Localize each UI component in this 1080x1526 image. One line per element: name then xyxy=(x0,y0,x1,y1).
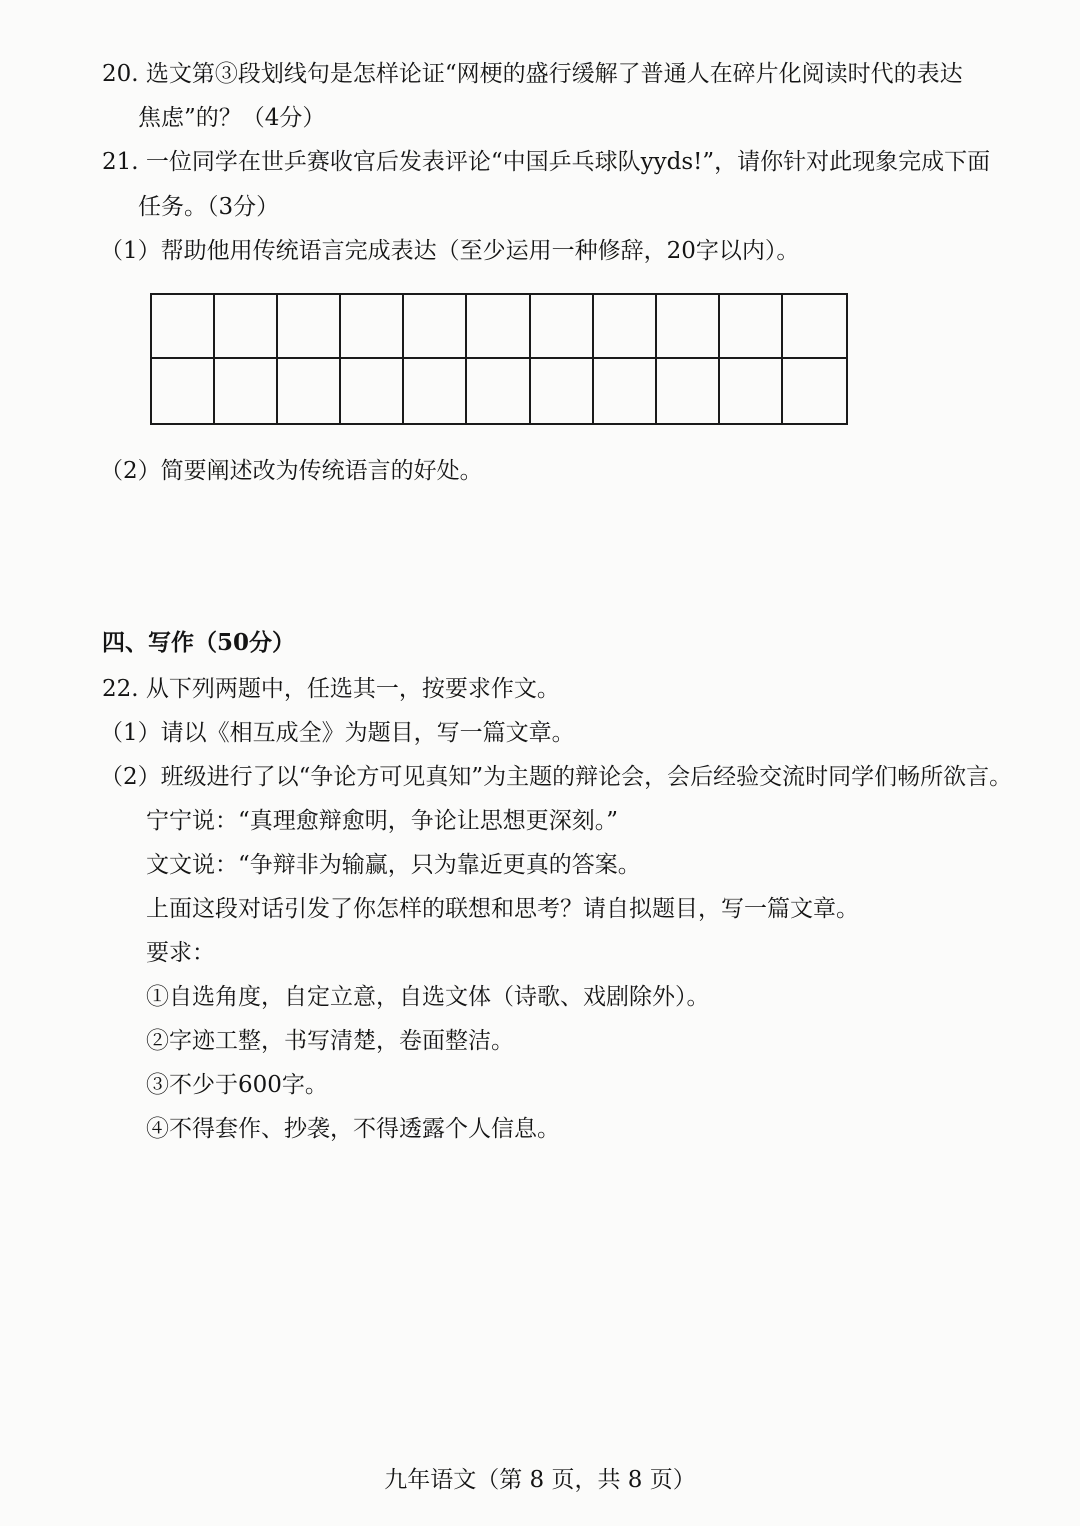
q22-requirement-1: ①自选角度，自定立意，自选文体（诗歌、戏剧除外）。 xyxy=(146,984,710,1010)
grid-cell[interactable] xyxy=(215,359,278,423)
q22-option-1: （1）请以《相互成全》为题目，写一篇文章。 xyxy=(100,720,575,746)
section-4-title: 四、写作（50分） xyxy=(102,629,296,656)
grid-cell[interactable] xyxy=(152,295,215,359)
grid-cell[interactable] xyxy=(531,295,594,359)
q22-intro: 22. 从下列两题中，任选其一，按要求作文。 xyxy=(102,676,560,702)
grid-cell[interactable] xyxy=(657,359,720,423)
q22-quote-2: 文文说：“争辩非为输赢，只为靠近更真的答案。 xyxy=(146,852,641,878)
grid-cell[interactable] xyxy=(657,295,720,359)
grid-cell[interactable] xyxy=(278,359,341,423)
grid-cell[interactable] xyxy=(783,295,846,359)
grid-cell[interactable] xyxy=(341,295,404,359)
grid-cell[interactable] xyxy=(467,295,530,359)
q21-line-2: 任务。（3分） xyxy=(138,194,280,220)
answer-grid[interactable] xyxy=(150,293,848,425)
grid-cell[interactable] xyxy=(404,359,467,423)
q22-requirements-title: 要求： xyxy=(146,940,215,966)
page-footer: 九年语文（第 8 页，共 8 页） xyxy=(384,1467,696,1493)
q20-line-1: 20. 选文第③段划线句是怎样论证“网梗的盛行缓解了普通人在碎片化阅读时代的表达 xyxy=(102,61,963,87)
q22-option-2: （2）班级进行了以“争论方可见真知”为主题的辩论会，会后经验交流时同学们畅所欲言。 xyxy=(100,764,1013,790)
grid-cell[interactable] xyxy=(720,295,783,359)
q22-quote-1: 宁宁说：“真理愈辩愈明，争论让思想更深刻。” xyxy=(146,808,619,834)
q21-line-1: 21. 一位同学在世乒赛收官后发表评论“中国乒乓球队yyds!”，请你针对此现象完成下面 xyxy=(102,149,991,175)
grid-cell[interactable] xyxy=(531,359,594,423)
q22-prompt: 上面这段对话引发了你怎样的联想和思考？请自拟题目，写一篇文章。 xyxy=(146,896,859,922)
q20-line-2: 焦虑”的？（4分） xyxy=(138,105,326,131)
q22-requirement-3: ③不少于600字。 xyxy=(146,1072,328,1098)
grid-cell[interactable] xyxy=(783,359,846,423)
grid-cell[interactable] xyxy=(278,295,341,359)
grid-cell[interactable] xyxy=(152,359,215,423)
q21-sub-1: （1）帮助他用传统语言完成表达（至少运用一种修辞，20字以内）。 xyxy=(100,238,800,264)
grid-cell[interactable] xyxy=(215,295,278,359)
grid-cell[interactable] xyxy=(404,295,467,359)
q21-sub-2: （2）简要阐述改为传统语言的好处。 xyxy=(100,458,483,484)
grid-cell[interactable] xyxy=(594,295,657,359)
q22-requirement-2: ②字迹工整，书写清楚，卷面整洁。 xyxy=(146,1028,514,1054)
q22-requirement-4: ④不得套作、抄袭，不得透露个人信息。 xyxy=(146,1116,560,1142)
grid-cell[interactable] xyxy=(467,359,530,423)
grid-cell[interactable] xyxy=(341,359,404,423)
grid-cell[interactable] xyxy=(720,359,783,423)
grid-cell[interactable] xyxy=(594,359,657,423)
